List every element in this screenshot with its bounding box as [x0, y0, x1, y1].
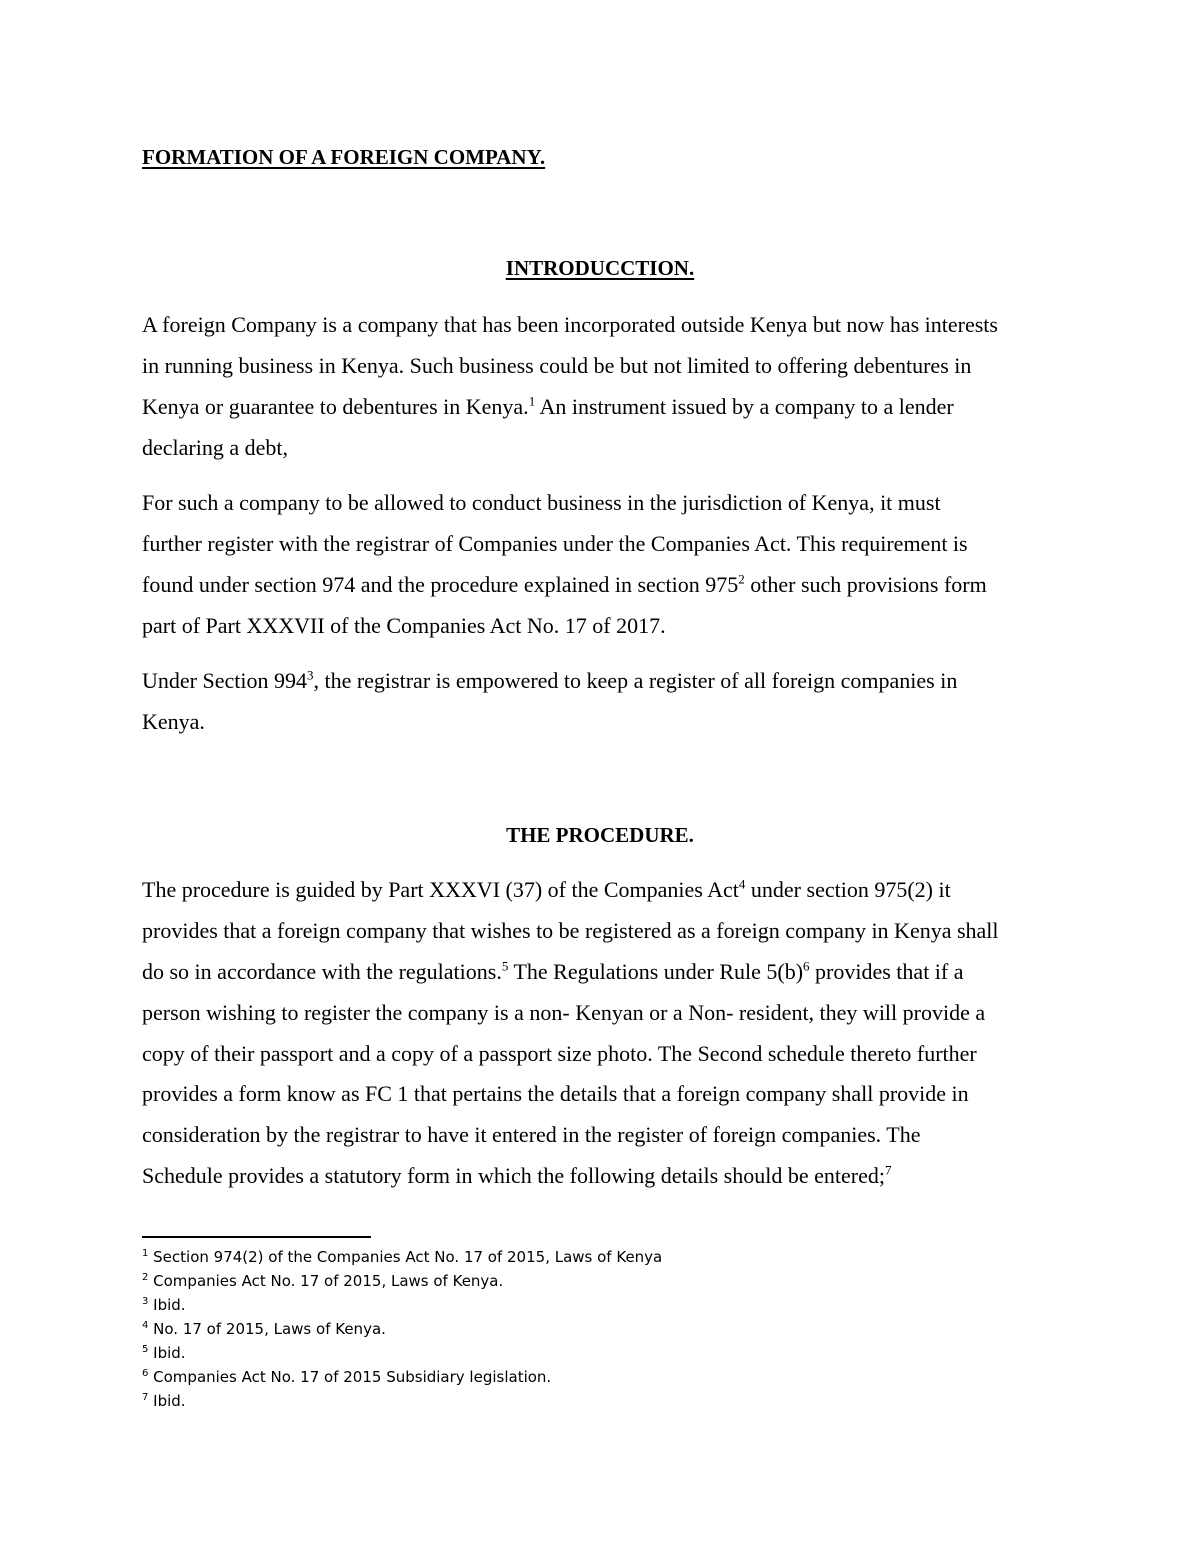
- footnote-ref-7: 7: [884, 1162, 892, 1178]
- procedure-line-3-text-c: provides that if a: [809, 959, 964, 984]
- footnote-6-text: Companies Act No. 17 of 2015 Subsidiary legislation.: [153, 1368, 552, 1386]
- intro-p3-line-2: Kenya.: [142, 709, 205, 734]
- intro-p2-line-4: part of Part XXXVII of the Companies Act No. 17 of 2017.: [142, 613, 666, 638]
- intro-p2-line-3-text-b: other such provisions form: [744, 572, 987, 597]
- footnote-ref-4: 4: [738, 876, 746, 892]
- procedure-heading: THE PROCEDURE.: [506, 823, 694, 847]
- intro-p3-line-1: [142, 668, 957, 694]
- procedure-line-3-text-b: The Regulations under Rule 5(b): [508, 959, 804, 984]
- footnote-ref-3: 3: [306, 667, 314, 683]
- procedure-line-3: [142, 959, 964, 985]
- footnote-4-text: No. 17 of 2015, Laws of Kenya.: [153, 1320, 386, 1338]
- intro-p1-line-4: declaring a debt,: [142, 435, 288, 460]
- intro-p1-line-3-text-a: Kenya or guarantee to debentures in Kenya.: [142, 394, 529, 419]
- intro-p2-line-3: [142, 572, 987, 598]
- footnote-5-text: Ibid.: [153, 1344, 186, 1362]
- footnote-ref-6: 6: [803, 958, 810, 974]
- procedure-line-2: provides that a foreign company that wishes to be registered as a foreign company in Kenya shall: [142, 918, 999, 943]
- footnote-4: [142, 1319, 386, 1339]
- procedure-line-4: person wishing to register the company is a non- Kenyan or a Non- resident, they will provide a: [142, 1000, 986, 1025]
- footnote-6-mark: 6: [142, 1368, 149, 1379]
- procedure-line-5: copy of their passport and a copy of a passport size photo. The Second schedule thereto further: [142, 1041, 977, 1066]
- footnote-separator: [142, 1236, 371, 1238]
- intro-p2-line-3-text-a: found under section 974 and the procedure explained in section 975: [142, 572, 739, 597]
- footnote-1: [142, 1247, 662, 1267]
- footnote-4-mark: 4: [142, 1320, 149, 1331]
- procedure-line-8: [142, 1163, 891, 1189]
- footnote-5-mark: 5: [142, 1344, 149, 1355]
- footnote-2: [142, 1271, 503, 1291]
- footnote-2-text: Companies Act No. 17 of 2015, Laws of Kenya.: [153, 1272, 504, 1290]
- footnote-ref-1: 1: [528, 393, 536, 409]
- footnote-ref-5: 5: [501, 958, 509, 974]
- intro-p2-line-2: further register with the registrar of Companies under the Companies Act. This requirement is: [142, 531, 968, 556]
- procedure-line-7: consideration by the registrar to have it entered in the register of foreign companies. The: [142, 1122, 921, 1147]
- procedure-line-6: provides a form know as FC 1 that pertains the details that a foreign company shall provide in: [142, 1081, 969, 1106]
- intro-p1-line-2: in running business in Kenya. Such business could be but not limited to offering debentures in: [142, 353, 972, 378]
- footnote-2-mark: 2: [142, 1272, 149, 1283]
- document-title: FORMATION OF A FOREIGN COMPANY.: [142, 145, 546, 169]
- footnote-6: [142, 1367, 551, 1387]
- footnote-1-mark: 1: [142, 1248, 149, 1259]
- procedure-line-1: [142, 877, 951, 903]
- footnote-7: [142, 1391, 186, 1411]
- footnote-3-text: Ibid.: [153, 1296, 186, 1314]
- intro-p3-line-1-text-b: , the registrar is empowered to keep a register of all foreign companies in: [313, 668, 958, 693]
- intro-p2-line-1: For such a company to be allowed to conduct business in the jurisdiction of Kenya, it must: [142, 490, 941, 515]
- intro-p1-line-3: [142, 394, 954, 420]
- intro-p1-line-1: A foreign Company is a company that has been incorporated outside Kenya but now has interests: [142, 312, 998, 337]
- footnote-1-text: Section 974(2) of the Companies Act No. 17 of 2015, Laws of Kenya: [153, 1248, 663, 1266]
- footnote-7-mark: 7: [142, 1392, 149, 1403]
- intro-p3-line-1-text-a: Under Section 994: [142, 668, 307, 693]
- procedure-line-1-text-a: The procedure is guided by Part XXXVI (37) of the Companies Act: [142, 877, 739, 902]
- procedure-line-3-text-a: do so in accordance with the regulations.: [142, 959, 502, 984]
- footnote-5: [142, 1343, 186, 1363]
- footnote-7-text: Ibid.: [153, 1392, 186, 1410]
- procedure-line-8-text: Schedule provides a statutory form in which the following details should be entered;: [142, 1163, 885, 1188]
- introduction-heading: INTRODUCCTION.: [505, 256, 695, 280]
- procedure-line-1-text-b: under section 975(2) it: [745, 877, 951, 902]
- footnote-3-mark: 3: [142, 1296, 149, 1307]
- intro-p1-line-3-text-b: An instrument issued by a company to a lender: [535, 394, 954, 419]
- footnote-ref-2: 2: [738, 571, 745, 587]
- footnote-3: [142, 1295, 186, 1315]
